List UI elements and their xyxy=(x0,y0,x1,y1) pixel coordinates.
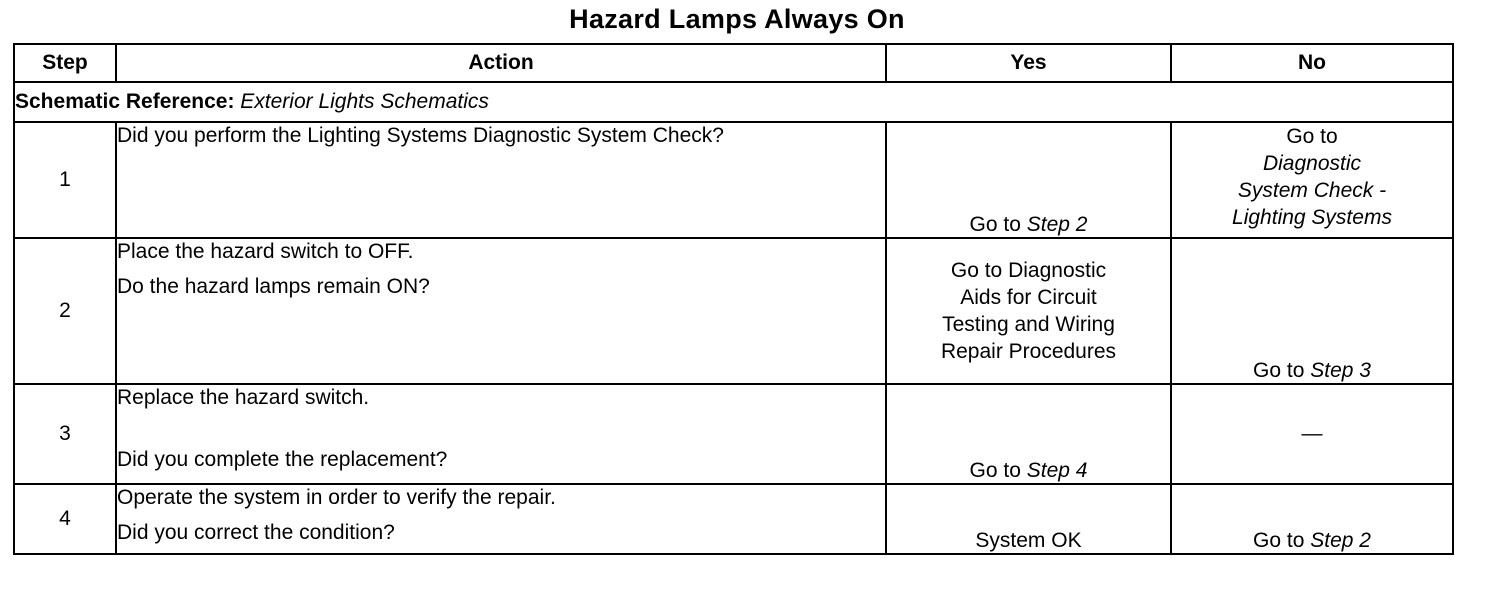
action-text: Place the hazard switch to OFF. xyxy=(117,240,414,263)
yes-line-3: Testing and Wiring xyxy=(942,313,1115,336)
action-text: Replace the hazard switch. xyxy=(117,386,370,409)
action-text: Operate the system in order to verify the repair. xyxy=(117,486,556,509)
action-question: Did you correct the condition? xyxy=(117,521,395,544)
no-cell xyxy=(1171,484,1453,554)
yes-result: System OK xyxy=(975,529,1082,552)
no-reference xyxy=(1172,123,1452,231)
table-row-step-1 xyxy=(14,122,1453,238)
yes-reference xyxy=(887,257,1170,365)
step-number: 1 xyxy=(14,122,116,238)
schematic-reference-label: Schematic Reference: xyxy=(15,90,235,113)
action-cell xyxy=(116,384,886,484)
no-cell xyxy=(1171,238,1453,384)
yes-line-4: Repair Procedures xyxy=(940,340,1117,363)
action-cell xyxy=(116,484,886,554)
no-prefix: Go to xyxy=(1253,529,1305,552)
no-prefix: Go to xyxy=(1286,125,1338,148)
yes-cell xyxy=(886,122,1171,238)
no-cell xyxy=(1171,384,1453,484)
action-cell xyxy=(116,122,886,238)
step-number: 2 xyxy=(14,238,116,384)
column-header-yes: Yes xyxy=(886,44,1171,82)
column-header-action: Action xyxy=(116,44,886,82)
no-step-link: Step 3 xyxy=(1310,359,1371,382)
yes-step-link: Step 2 xyxy=(1026,213,1088,236)
header-row xyxy=(14,44,1453,82)
schematic-reference-value: Exterior Lights Schematics xyxy=(240,90,489,113)
column-header-no: No xyxy=(1171,44,1453,82)
no-prefix: Go to xyxy=(1253,359,1305,382)
no-link-line-3: Lighting Systems xyxy=(1232,206,1392,229)
action-question: Do the hazard lamps remain ON? xyxy=(117,275,430,298)
step-number: 4 xyxy=(14,484,116,554)
diagnostic-table xyxy=(13,43,1454,555)
yes-prefix: Go to xyxy=(969,213,1021,236)
no-link-line-1: Diagnostic xyxy=(1262,152,1362,175)
no-step-link: Step 2 xyxy=(1310,529,1371,552)
yes-cell xyxy=(886,484,1171,554)
schematic-reference-row xyxy=(14,82,1453,122)
table-row-step-2 xyxy=(14,238,1453,384)
page-title: Hazard Lamps Always On xyxy=(569,4,905,34)
step-number: 3 xyxy=(14,384,116,484)
action-cell xyxy=(116,238,886,384)
no-link-line-2: System Check - xyxy=(1237,179,1387,202)
action-text: Did you perform the Lighting Systems Diagnostic System Check? xyxy=(117,124,724,147)
no-dash: — xyxy=(1301,422,1323,445)
yes-cell xyxy=(886,384,1171,484)
schematic-reference-cell xyxy=(14,82,1453,122)
yes-step-link: Step 4 xyxy=(1026,459,1088,482)
yes-prefix: Go to xyxy=(969,459,1021,482)
yes-cell xyxy=(886,238,1171,384)
action-question: Did you complete the replacement? xyxy=(117,448,448,471)
table-row-step-3 xyxy=(14,384,1453,484)
yes-line-2: Aids for Circuit xyxy=(960,286,1097,309)
table-row-step-4 xyxy=(14,484,1453,554)
yes-line-1: Go to Diagnostic xyxy=(950,259,1107,282)
no-cell xyxy=(1171,122,1453,238)
column-header-step: Step xyxy=(14,44,116,82)
